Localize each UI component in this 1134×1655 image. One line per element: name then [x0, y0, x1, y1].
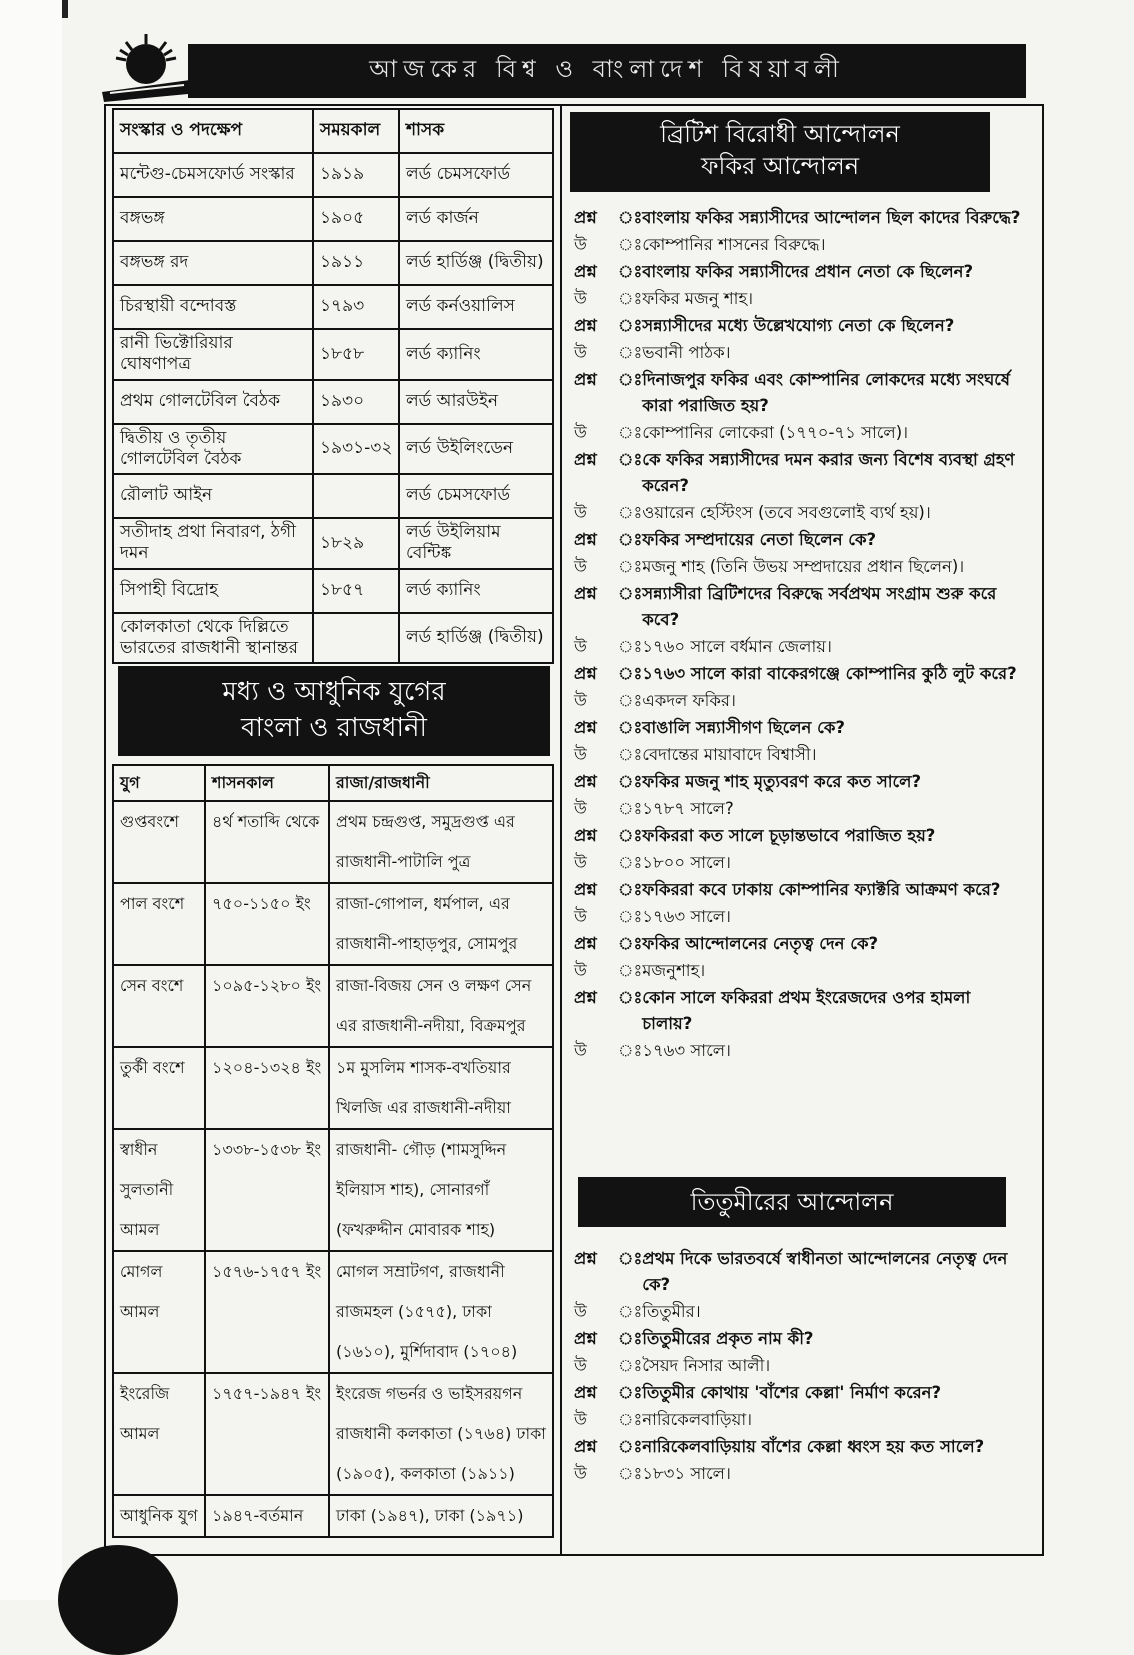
table-cell: লর্ড কর্নওয়ালিস [399, 285, 553, 329]
table-cell: লর্ড ক্যানিং [399, 329, 553, 380]
answer-item [574, 688, 1026, 714]
scan-blot [58, 1545, 178, 1655]
table-row [113, 474, 553, 518]
table-cell: লর্ড চেমসফোর্ড [399, 474, 553, 518]
question-text: বাংলায় ফকির সন্ন্যাসীদের প্রধান নেতা কে ছিলেন? [642, 262, 974, 281]
table-cell: প্রথম গোলটেবিল বৈঠক [113, 380, 313, 424]
table-cell: চিরস্থায়ী বন্দোবস্ত [113, 285, 313, 329]
question-item [574, 985, 1026, 1037]
label-separator: ঃ [618, 907, 643, 926]
label-separator: ঃ [618, 1410, 643, 1429]
table-cell: সেন বংশে [113, 965, 205, 1047]
table-cell: রৌলাট আইন [113, 474, 313, 518]
table-cell: লর্ড কার্জন [399, 197, 553, 241]
table-row [113, 1495, 553, 1537]
scan-mark [62, 0, 68, 18]
answer-label: উ [574, 1302, 587, 1321]
label-separator: ঃ [618, 262, 643, 281]
label-separator: ঃ [618, 1302, 643, 1321]
answer-text: ১৭৬৩ সালে। [642, 1041, 731, 1060]
table-cell: লর্ড আরউইন [399, 380, 553, 424]
answer-text: ওয়ারেন হেস্টিংস (তবে সবগুলোই ব্যর্থ হয়)। [642, 503, 931, 522]
label-separator: ঃ [618, 503, 643, 522]
table-cell: সতীদাহ প্রথা নিবারণ, ঠগী দমন [113, 518, 313, 569]
banner-line: মধ্য ও আধুনিক যুগের [222, 677, 446, 707]
question-text: দিনাজপুর ফকির এবং কোম্পানির লোকদের মধ্যে সংঘর্ষে কারা পরাজিত হয়? [642, 370, 1011, 415]
label-separator: ঃ [618, 1464, 643, 1483]
answer-text: ১৮০০ সালে। [642, 853, 731, 872]
label-separator: ঃ [618, 343, 643, 362]
answer-label: উ [574, 853, 587, 872]
table-cell: রাজধানী- গৌড় (শামসুদ্দিন ইলিয়াস শাহ), সোনারগাঁ (ফখরুদ্দীন মোবারক শাহ) [329, 1129, 553, 1251]
table-cell: লর্ড চেমসফোর্ড [399, 153, 553, 197]
table-row [113, 1373, 553, 1495]
label-separator: ঃ [618, 853, 643, 872]
question-item [574, 1380, 1026, 1406]
answer-item [574, 634, 1026, 660]
table-row [113, 801, 553, 883]
question-text: তিতুমীরের প্রকৃত নাম কী? [642, 1329, 814, 1348]
question-item [574, 1326, 1026, 1352]
table-cell: ১৯৩০ [313, 380, 399, 424]
table-header-row [113, 765, 553, 801]
question-item [574, 367, 1026, 419]
table-cell: পাল বংশে [113, 883, 205, 965]
table-cell: ১৯৩১-৩২ [313, 424, 399, 475]
question-text: ফকির সম্প্রদায়ের নেতা ছিলেন কে? [642, 530, 877, 549]
table-row [113, 241, 553, 285]
label-separator: ঃ [618, 1356, 643, 1375]
publisher-logo [100, 30, 192, 102]
section-banner-titumir [578, 1177, 1006, 1227]
answer-label: উ [574, 423, 587, 442]
label-separator: ঃ [618, 370, 643, 389]
table-cell: ঢাকা (১৯৪৭), ঢাকা (১৯৭১) [329, 1495, 553, 1537]
answer-item [574, 1407, 1026, 1433]
answer-text: সৈয়দ নিসার আলী। [642, 1356, 771, 1375]
question-label: প্রশ্ন [574, 988, 597, 1007]
answer-item [574, 340, 1026, 366]
table-cell: গুপ্তবংশে [113, 801, 205, 883]
answer-item [574, 850, 1026, 876]
label-separator: ঃ [618, 961, 643, 980]
label-separator: ঃ [618, 880, 643, 899]
answer-item [574, 500, 1026, 526]
answer-label: উ [574, 235, 587, 254]
answer-item [574, 1353, 1026, 1379]
answer-text: একদল ফকির। [642, 691, 736, 710]
table-cell [313, 613, 399, 664]
answer-label: উ [574, 745, 587, 764]
table-cell: রাজা-বিজয় সেন ও লক্ষণ সেন এর রাজধানী-নদীয়া, বিক্রমপুর [329, 965, 553, 1047]
table-cell: বঙ্গভঙ্গ রদ [113, 241, 313, 285]
label-separator: ঃ [618, 664, 643, 683]
label-separator: ঃ [618, 1329, 643, 1348]
table-cell: ১৯১৯ [313, 153, 399, 197]
answer-label: উ [574, 1356, 587, 1375]
answer-label: উ [574, 289, 587, 308]
table-cell: ১৮৫৭ [313, 569, 399, 613]
answer-item [574, 1461, 1026, 1487]
question-item [574, 447, 1026, 499]
table-cell: প্রথম চন্দ্রগুপ্ত, সমুদ্রগুপ্ত এর রাজধানী-পাটালি পুত্র [329, 801, 553, 883]
column-header: শাসনকাল [205, 765, 329, 801]
question-text: ফকিররা কত সালে চূড়ান্তভাবে পরাজিত হয়? [642, 826, 936, 845]
table-cell: ১৭৫৭-১৯৪৭ ইং [205, 1373, 329, 1495]
answer-text: কোম্পানির শাসনের বিরুদ্ধে। [642, 235, 826, 254]
label-separator: ঃ [618, 1249, 643, 1268]
column-header: সময়কাল [313, 109, 399, 153]
table-row [113, 153, 553, 197]
label-separator: ঃ [618, 289, 643, 308]
label-separator: ঃ [618, 988, 643, 1007]
section-banner-british-resistance [570, 112, 990, 192]
table-row [113, 197, 553, 241]
question-text: বাংলায় ফকির সন্ন্যাসীদের আন্দোলন ছিল কাদের বিরুদ্ধে? [642, 208, 1021, 227]
table-cell: কোলকাতা থেকে দিল্লিতে ভারতের রাজধানী স্থানান্তর [113, 613, 313, 664]
column-header: যুগ [113, 765, 205, 801]
label-separator: ঃ [618, 557, 643, 576]
table-cell: ১৯০৫ [313, 197, 399, 241]
question-label: প্রশ্ন [574, 664, 597, 683]
header-title: আজকের বিশ্ব ও বাংলাদেশ বিষয়াবলী [369, 55, 845, 83]
table-cell: মোগল সম্রাটগণ, রাজধানী রাজমহল (১৫৭৫), ঢাকা (১৬১০), মুর্শিদাবাদ (১৭০৪) [329, 1251, 553, 1373]
table-row [113, 883, 553, 965]
banner-line: ব্রিটিশ বিরোধী আন্দোলন [660, 120, 900, 148]
question-text: সন্ন্যাসীরা ব্রিটিশদের বিরুদ্ধে সর্বপ্রথম সংগ্রাম শুরু করে কবে? [642, 584, 997, 629]
question-label: প্রশ্ন [574, 718, 597, 737]
question-item [574, 877, 1026, 903]
label-separator: ঃ [618, 691, 643, 710]
question-label: প্রশ্ন [574, 530, 597, 549]
label-separator: ঃ [618, 530, 643, 549]
question-text: ১৭৬৩ সালে কারা বাকেরগঞ্জে কোম্পানির কুঠি লুট করে? [642, 664, 1017, 683]
label-separator: ঃ [618, 1437, 643, 1456]
table-row [113, 424, 553, 475]
question-label: প্রশ্ন [574, 316, 597, 335]
answer-label: উ [574, 343, 587, 362]
question-text: ফকির মজনু শাহ মৃত্যুবরণ করে কত সালে? [642, 772, 922, 791]
label-separator: ঃ [618, 826, 643, 845]
question-text: কোন সালে ফকিররা প্রথম ইংরেজদের ওপর হামলা চালায়? [642, 988, 971, 1033]
answer-item [574, 958, 1026, 984]
question-item [574, 1434, 1026, 1460]
table-cell: দ্বিতীয় ও তৃতীয় গোলটেবিল বৈঠক [113, 424, 313, 475]
label-separator: ঃ [618, 208, 643, 227]
question-item [574, 259, 1026, 285]
label-separator: ঃ [618, 1041, 643, 1060]
label-separator: ঃ [618, 1383, 643, 1402]
label-separator: ঃ [618, 423, 643, 442]
answer-text: নারিকেলবাড়িয়া। [642, 1410, 753, 1429]
question-item [574, 1246, 1026, 1298]
scan-margin [0, 0, 62, 1600]
label-separator: ঃ [618, 772, 643, 791]
label-separator: ঃ [618, 316, 643, 335]
answer-text: ১৭৬৩ সালে। [642, 907, 731, 926]
answer-text: ১৭৮৭ সালে? [642, 799, 734, 818]
table-cell: স্বাধীন সুলতানী আমল [113, 1129, 205, 1251]
reforms-table [112, 108, 554, 664]
label-separator: ঃ [618, 584, 643, 603]
table-row [113, 329, 553, 380]
answer-label: উ [574, 799, 587, 818]
section-banner-middle-age [118, 666, 550, 756]
table-row [113, 285, 553, 329]
question-label: প্রশ্ন [574, 772, 597, 791]
table-cell: সিপাহী বিদ্রোহ [113, 569, 313, 613]
answer-label: উ [574, 637, 587, 656]
answer-label: উ [574, 1464, 587, 1483]
label-separator: ঃ [618, 745, 643, 764]
answer-text: মজনু শাহ (তিনি উভয় সম্প্রদায়ের প্রধান ছিলেন)। [642, 557, 965, 576]
answer-item [574, 232, 1026, 258]
question-label: প্রশ্ন [574, 1249, 597, 1268]
answer-label: উ [574, 907, 587, 926]
table-cell: লর্ড হার্ডিঞ্জ (দ্বিতীয়) [399, 613, 553, 664]
answer-item [574, 742, 1026, 768]
answer-item [574, 1038, 1026, 1064]
question-text: নারিকেলবাড়িয়ায় বাঁশের কেল্লা ধ্বংস হয় কত সালে? [642, 1437, 985, 1456]
question-label: প্রশ্ন [574, 1329, 597, 1348]
answer-item [574, 904, 1026, 930]
table-cell: লর্ড ক্যানিং [399, 569, 553, 613]
question-text: সন্ন্যাসীদের মধ্যে উল্লেখযোগ্য নেতা কে ছিলেন? [642, 316, 955, 335]
table-cell: মন্টেগু-চেমসফোর্ড সংস্কার [113, 153, 313, 197]
table-cell: ৪র্থ শতাব্দি থেকে [205, 801, 329, 883]
table-cell: ১৭৯৩ [313, 285, 399, 329]
table-cell: ১৯৪৭-বর্তমান [205, 1495, 329, 1537]
table-cell: লর্ড হার্ডিঞ্জ (দ্বিতীয়) [399, 241, 553, 285]
table-cell: ১৩৩৮-১৫৩৮ ইং [205, 1129, 329, 1251]
question-label: প্রশ্ন [574, 262, 597, 281]
banner-title: তিতুমীরের আন্দোলন [690, 1188, 894, 1216]
table-row [113, 569, 553, 613]
answer-label: উ [574, 961, 587, 980]
table-cell: রাজা-গোপাল, ধর্মপাল, এর রাজধানী-পাহাড়পুর, সোমপুর [329, 883, 553, 965]
question-item [574, 581, 1026, 633]
label-separator: ঃ [618, 450, 643, 469]
label-separator: ঃ [618, 934, 643, 953]
answer-text: বেদান্তের মায়াবাদে বিশ্বাসী। [642, 745, 817, 764]
answer-text: মজনুশাহ। [642, 961, 706, 980]
titumir-qa-list [574, 1246, 1026, 1488]
table-row [113, 1251, 553, 1373]
page-header [188, 44, 1026, 98]
table-cell: রানী ভিক্টোরিয়ার ঘোষণাপত্র [113, 329, 313, 380]
question-item [574, 661, 1026, 687]
eras-table [112, 764, 554, 1538]
question-label: প্রশ্ন [574, 370, 597, 389]
banner-line: বাংলা ও রাজধানী [241, 713, 427, 743]
table-cell: ১৯১১ [313, 241, 399, 285]
label-separator: ঃ [618, 799, 643, 818]
table-cell [313, 474, 399, 518]
question-item [574, 769, 1026, 795]
table-row [113, 965, 553, 1047]
answer-label: উ [574, 691, 587, 710]
question-label: প্রশ্ন [574, 880, 597, 899]
question-text: ফকির আন্দোলনের নেতৃত্ব দেন কে? [642, 934, 879, 953]
question-text: প্রথম দিকে ভারতবর্ষে স্বাধীনতা আন্দোলনের নেতৃত্ব দেন কে? [642, 1249, 1008, 1294]
fakir-qa-list [574, 205, 1026, 1065]
question-text: তিতুমীর কোথায় 'বাঁশের কেল্লা' নির্মাণ করেন? [642, 1383, 942, 1402]
table-cell: ৭৫০-১১৫০ ইং [205, 883, 329, 965]
column-header: রাজা/রাজধানী [329, 765, 553, 801]
answer-text: ১৭৬০ সালে বর্ধমান জেলায়। [642, 637, 832, 656]
answer-item [574, 286, 1026, 312]
table-row [113, 380, 553, 424]
table-cell: বঙ্গভঙ্গ [113, 197, 313, 241]
question-item [574, 823, 1026, 849]
table-cell: ১০৯৫-১২৮০ ইং [205, 965, 329, 1047]
table-row [113, 518, 553, 569]
question-item [574, 715, 1026, 741]
banner-line: ফকির আন্দোলন [700, 152, 860, 180]
table-cell: ইংরেজ গভর্নর ও ভাইসরয়গন রাজধানী কলকাতা (১৭৬৪) ঢাকা (১৯০৫), কলকাতা (১৯১১) [329, 1373, 553, 1495]
answer-label: উ [574, 503, 587, 522]
table-cell: ১৮২৯ [313, 518, 399, 569]
question-label: প্রশ্ন [574, 826, 597, 845]
answer-text: ফকির মজনু শাহ। [642, 289, 754, 308]
answer-item [574, 554, 1026, 580]
table-cell: মোগল আমল [113, 1251, 205, 1373]
table-cell: আধুনিক যুগ [113, 1495, 205, 1537]
question-item [574, 527, 1026, 553]
answer-label: উ [574, 1041, 587, 1060]
question-text: ফকিররা কবে ঢাকায় কোম্পানির ফ্যাক্টরি আক্রমণ করে? [642, 880, 1001, 899]
label-separator: ঃ [618, 235, 643, 254]
question-item [574, 205, 1026, 231]
table-cell: তুর্কী বংশে [113, 1047, 205, 1129]
table-cell: লর্ড উইলিয়াম বেন্টিঙ্ক [399, 518, 553, 569]
column-header: শাসক [399, 109, 553, 153]
question-text: কে ফকির সন্ন্যাসীদের দমন করার জন্য বিশেষ ব্যবস্থা গ্রহণ করেন? [642, 450, 1015, 495]
table-header-row [113, 109, 553, 153]
table-cell: ১২০৪-১৩২৪ ইং [205, 1047, 329, 1129]
label-separator: ঃ [618, 718, 643, 737]
table-row [113, 1047, 553, 1129]
answer-text: তিতুমীর। [642, 1302, 701, 1321]
question-label: প্রশ্ন [574, 1383, 597, 1402]
question-label: প্রশ্ন [574, 934, 597, 953]
table-row [113, 613, 553, 664]
table-cell: লর্ড উইলিংডেন [399, 424, 553, 475]
answer-text: ১৮৩১ সালে। [642, 1464, 731, 1483]
table-cell: ১৮৫৮ [313, 329, 399, 380]
answer-label: উ [574, 557, 587, 576]
question-label: প্রশ্ন [574, 1437, 597, 1456]
answer-text: ভবানী পাঠক। [642, 343, 731, 362]
answer-item [574, 1299, 1026, 1325]
column-divider [560, 104, 562, 1556]
question-label: প্রশ্ন [574, 450, 597, 469]
table-cell: ইংরেজি আমল [113, 1373, 205, 1495]
question-item [574, 931, 1026, 957]
table-row [113, 1129, 553, 1251]
label-separator: ঃ [618, 637, 643, 656]
answer-item [574, 420, 1026, 446]
question-text: বাঙালি সন্ন্যাসীগণ ছিলেন কে? [642, 718, 845, 737]
answer-label: উ [574, 1410, 587, 1429]
table-cell: ১ম মুসলিম শাসক-বখতিয়ার খিলজি এর রাজধানী-নদীয়া [329, 1047, 553, 1129]
table-cell: ১৫৭৬-১৭৫৭ ইং [205, 1251, 329, 1373]
question-label: প্রশ্ন [574, 208, 597, 227]
answer-item [574, 796, 1026, 822]
question-label: প্রশ্ন [574, 584, 597, 603]
answer-text: কোম্পানির লোকেরা (১৭৭০-৭১ সালে)। [642, 423, 909, 442]
column-header: সংস্কার ও পদক্ষেপ [113, 109, 313, 153]
question-item [574, 313, 1026, 339]
